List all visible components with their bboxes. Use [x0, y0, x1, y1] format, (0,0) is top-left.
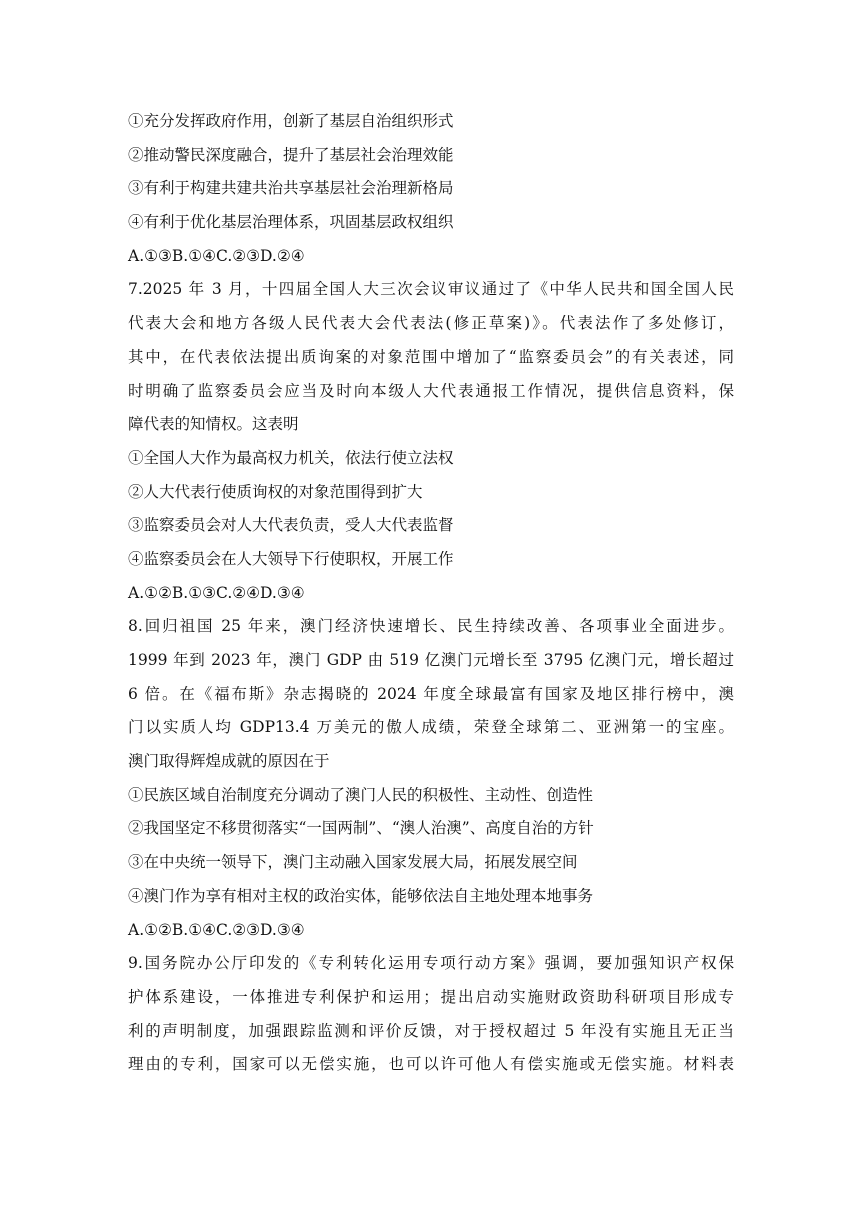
question-stem-line: 障代表的知情权。这表明 [128, 415, 299, 434]
question-stem-line: 其中，在代表依法提出质询案的对象范围中增加了“监察委员会”的有关表述，同 [128, 347, 734, 366]
question-stem-line: 门以实质人均 GDP13.4 万美元的傲人成绩，荣登全球第二、亚洲第一的宝座。 [128, 718, 734, 737]
option-2: ②人大代表行使质询权的对象范围得到扩大 [128, 482, 423, 501]
answer-choices: A.①②B.①③C.②④D.③④ [128, 583, 305, 602]
question-stem-line: 澳门取得辉煌成就的原因在于 [128, 752, 330, 771]
question-stem-line: 7.2025 年 3 月，十四届全国人大三次会议审议通过了《中华人民共和国全国人民 [128, 280, 734, 299]
option-1: ①民族区域自治制度充分调动了澳门人民的积极性、主动性、创造性 [128, 785, 594, 804]
option-4: ④有利于优化基层治理体系，巩固基层政权组织 [128, 213, 454, 232]
option-3: ③有利于构建共建共治共享基层社会治理新格局 [128, 179, 454, 198]
option-4: ④监察委员会在人大领导下行使职权，开展工作 [128, 549, 454, 568]
question-8 [128, 610, 734, 947]
answer-choices: A.①③B.①④C.②③D.②④ [128, 246, 305, 265]
question-7 [128, 273, 734, 610]
option-1: ①全国人大作为最高权力机关，依法行使立法权 [128, 448, 454, 467]
question-6-options [128, 105, 734, 273]
question-stem-line: 理由的专利，国家可以无偿实施，也可以许可他人有偿实施或无偿实施。材料表 [128, 1055, 734, 1074]
question-9 [128, 947, 734, 1082]
question-stem-line: 代表大会和地方各级人民代表大会代表法(修正草案)》。代表法作了多处修订， [128, 314, 734, 333]
question-stem-line: 1999 年到 2023 年，澳门 GDP 由 519 亿澳门元增长至 3795 亿澳门元，增长超过 [128, 651, 734, 669]
option-3: ③监察委员会对人大代表负责，受人大代表监督 [128, 516, 454, 535]
answer-choices: A.①②B.①④C.②③D.③④ [128, 920, 305, 939]
option-2: ②我国坚定不移贯彻落实“一国两制”、“澳人治澳”、高度自治的方针 [128, 819, 594, 838]
option-2: ②推动警民深度融合，提升了基层社会治理效能 [128, 145, 454, 164]
option-4: ④澳门作为享有相对主权的政治实体，能够依法自主地处理本地事务 [128, 886, 594, 905]
question-stem-line: 8.回归祖国 25 年来，澳门经济快速增长、民生持续改善、各项事业全面进步。 [128, 617, 734, 636]
question-stem-line: 9.国务院办公厅印发的《专利转化运用专项行动方案》强调，要加强知识产权保 [128, 954, 734, 973]
question-stem-line: 护体系建设，一体推进专利保护和运用；提出启动实施财政资助科研项目形成专 [128, 987, 734, 1006]
exam-page [128, 105, 734, 1082]
option-1: ①充分发挥政府作用，创新了基层自治组织形式 [128, 112, 454, 130]
option-3: ③在中央统一领导下，澳门主动融入国家发展大局，拓展发展空间 [128, 853, 578, 872]
question-stem-line: 时明确了监察委员会应当及时向本级人大代表通报工作情况，提供信息资料，保 [128, 381, 734, 400]
question-stem-line: 6 倍。在《福布斯》杂志揭晓的 2024 年度全球最富有国家及地区排行榜中，澳 [128, 684, 734, 703]
question-stem-line: 利的声明制度，加强跟踪监测和评价反馈，对于授权超过 5 年没有实施且无正当 [128, 1021, 734, 1040]
